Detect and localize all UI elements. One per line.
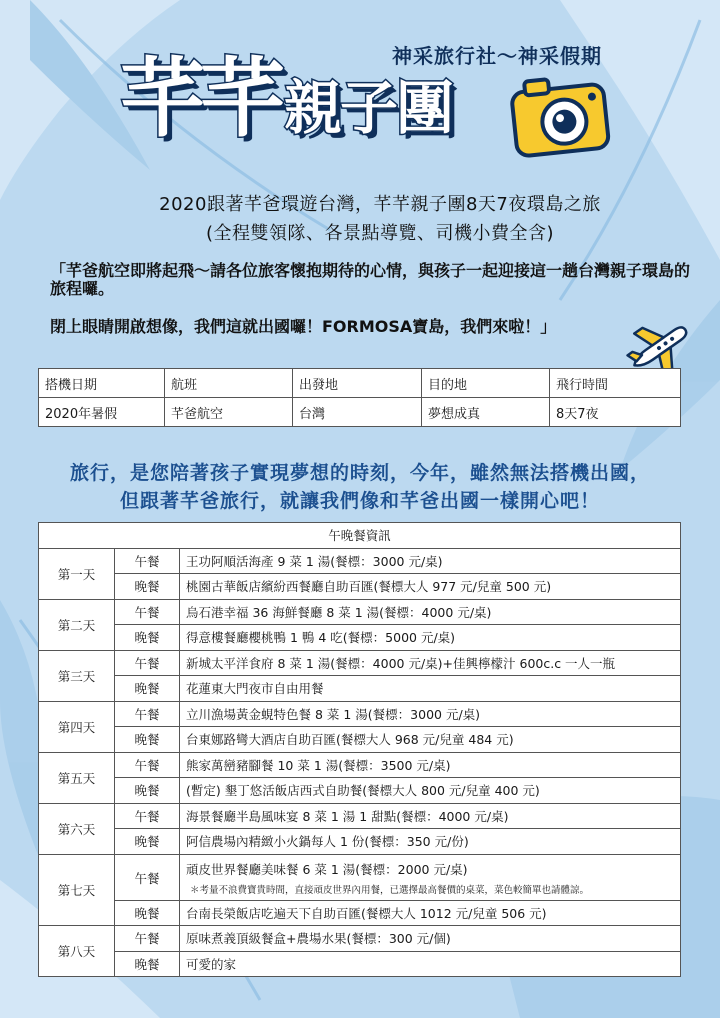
meal-description: 原味煮義頂級餐盒+農場水果(餐標：300 元/個)	[180, 926, 681, 952]
meal-table-header-row	[39, 523, 681, 549]
trip-inclusions: (全程雙領隊、各景點導覽、司機小費全含)	[205, 223, 555, 244]
table-header-cell: 航班	[165, 369, 293, 398]
day-label: 第三天	[39, 650, 115, 701]
table-header-cell: 飛行時間	[550, 369, 681, 398]
meal-type: 午餐	[115, 926, 180, 952]
slogan-line-2: 但跟著芊爸旅行，就讓我們像和芊爸出國一樣開心吧！	[119, 490, 600, 512]
table-row	[39, 752, 681, 778]
meal-description: 王功阿順活海產 9 菜 1 湯(餐標：3000 元/桌)	[180, 548, 681, 574]
table-row	[39, 727, 681, 753]
day-label: 第二天	[39, 599, 115, 650]
flight-value-row	[39, 398, 681, 427]
meal-description-text: 頑皮世界餐廳美味餐 6 菜 1 湯(餐標：2000 元/桌)	[186, 862, 468, 877]
day-label: 第七天	[39, 854, 115, 926]
table-row	[39, 701, 681, 727]
meal-description: 烏石港幸福 36 海鮮餐廳 8 菜 1 湯(餐標：4000 元/桌)	[180, 599, 681, 625]
table-row	[39, 951, 681, 977]
table-header-cell: 目的地	[422, 369, 550, 398]
table-row	[39, 829, 681, 855]
meal-type: 晚餐	[115, 951, 180, 977]
meal-type: 晚餐	[115, 574, 180, 600]
meal-type: 晚餐	[115, 676, 180, 702]
meal-table-title: 午晚餐資訊	[39, 523, 681, 549]
flight-header-row	[39, 369, 681, 398]
table-row	[39, 625, 681, 651]
meal-description	[180, 854, 681, 900]
table-cell: 台灣	[293, 398, 422, 427]
meal-description: 新城太平洋食府 8 菜 1 湯(餐標：4000 元/桌)+佳興檸檬汁 600c.c 一人一瓶	[180, 650, 681, 676]
meal-description: 熊家萬巒豬腳餐 10 菜 1 湯(餐標：3500 元/桌)	[180, 752, 681, 778]
table-row	[39, 650, 681, 676]
table-cell: 夢想成真	[422, 398, 550, 427]
meal-description: 可愛的家	[180, 951, 681, 977]
title-rest: 親子團	[284, 74, 453, 142]
table-row	[39, 778, 681, 804]
meal-type: 午餐	[115, 650, 180, 676]
meal-description: 海景餐廳半島風味宴 8 菜 1 湯 1 甜點(餐標：4000 元/桌)	[180, 803, 681, 829]
table-header-cell: 出發地	[293, 369, 422, 398]
table-cell: 8天7夜	[550, 398, 681, 427]
table-cell: 芊爸航空	[165, 398, 293, 427]
table-row	[39, 854, 681, 900]
day-label: 第六天	[39, 803, 115, 854]
meal-type: 晚餐	[115, 625, 180, 651]
page-title	[120, 49, 453, 149]
meal-type: 晚餐	[115, 900, 180, 926]
meal-description: 立川漁場黃金蜆特色餐 8 菜 1 湯(餐標：3000 元/桌)	[180, 701, 681, 727]
meal-type: 午餐	[115, 803, 180, 829]
meal-type: 午餐	[115, 701, 180, 727]
meal-description: 阿信農場內精緻小火鍋每人 1 份(餐標：350 元/份)	[180, 829, 681, 855]
title-main: 芊芊	[120, 49, 280, 149]
table-row	[39, 900, 681, 926]
agency-name: 神采旅行社～神采假期	[392, 44, 602, 68]
camera-icon	[508, 72, 614, 164]
meal-type: 晚餐	[115, 778, 180, 804]
intro-paragraph-2: 閉上眼睛開啟想像，我們這就出國囉！FORMOSA寶島，我們來啦！」	[50, 317, 557, 336]
meal-description: 台南長榮飯店吃遍天下自助百匯(餐標大人 1012 元/兒童 506 元)	[180, 900, 681, 926]
meal-description: 台東娜路彎大酒店自助百匯(餐標大人 968 元/兒童 484 元)	[180, 727, 681, 753]
day-label: 第一天	[39, 548, 115, 599]
meal-info-table	[38, 522, 681, 977]
table-row	[39, 676, 681, 702]
day-label: 第五天	[39, 752, 115, 803]
table-row	[39, 574, 681, 600]
meal-description: 桃園古華飯店繽紛西餐廳自助百匯(餐標大人 977 元/兒童 500 元)	[180, 574, 681, 600]
intro-paragraph-1: 「芊爸航空即將起飛～請各位旅客懷抱期待的心情，與孩子一起迎接這一趟台灣親子環島的旅程囉。	[50, 261, 691, 298]
table-cell: 2020年暑假	[39, 398, 165, 427]
meal-description: (暫定) 墾丁悠活飯店西式自助餐(餐標大人 800 元/兒童 400 元)	[180, 778, 681, 804]
meal-type: 午餐	[115, 854, 180, 900]
slogan-line-1: 旅行，是您陪著孩子實現夢想的時刻，今年，雖然無法搭機出國，	[69, 462, 650, 484]
table-header-cell: 搭機日期	[39, 369, 165, 398]
flight-info-table	[38, 368, 681, 427]
table-row	[39, 599, 681, 625]
meal-type: 午餐	[115, 548, 180, 574]
meal-type: 午餐	[115, 752, 180, 778]
meal-note: ＊考量不浪費寶貴時間，直接頑皮世界內用餐，已選擇最高餐價的桌菜，菜色較簡單也請體諒。	[190, 885, 590, 896]
day-label: 第八天	[39, 926, 115, 977]
table-row	[39, 548, 681, 574]
table-row	[39, 803, 681, 829]
meal-type: 晚餐	[115, 829, 180, 855]
table-row	[39, 926, 681, 952]
meal-type: 午餐	[115, 599, 180, 625]
meal-type: 晚餐	[115, 727, 180, 753]
meal-description: 得意樓餐廳櫻桃鴨 1 鴨 4 吃(餐標：5000 元/桌)	[180, 625, 681, 651]
meal-description: 花蓮東大門夜市自由用餐	[180, 676, 681, 702]
day-label: 第四天	[39, 701, 115, 752]
trip-subtitle: 2020跟著芊爸環遊台灣，芊芊親子團8天7夜環島之旅	[159, 194, 601, 215]
